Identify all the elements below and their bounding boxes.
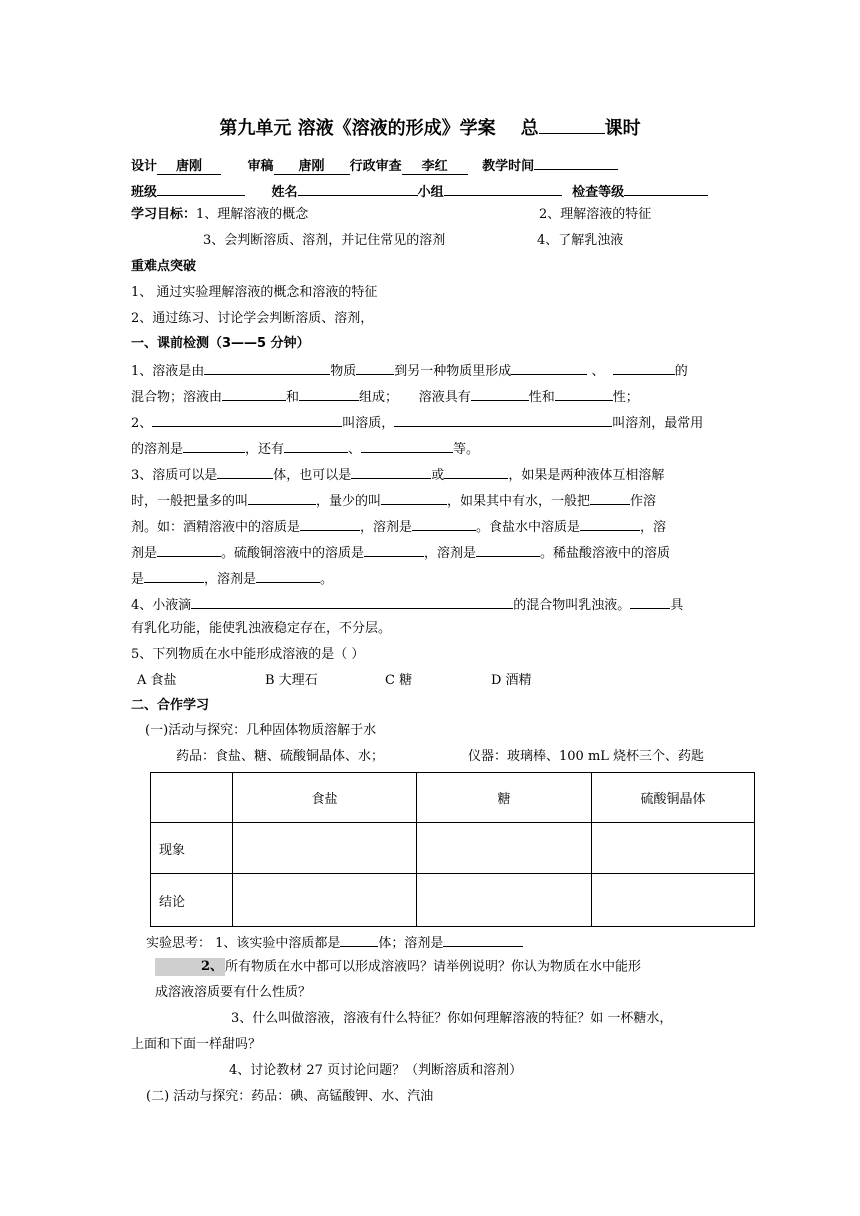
drugs-instr xyxy=(176,748,705,766)
table-row xyxy=(151,823,755,874)
table-cell[interactable] xyxy=(592,874,755,927)
activity-2: (二) 活动与探究：药品：碘、高锰酸钾、水、汽油 xyxy=(146,1089,434,1104)
instruments: 仪器：玻璃棒、100 mL 烧杯三个、药匙 xyxy=(468,749,705,764)
think-4: 4、讨论教材 27 页讨论问题？（判断溶质和溶剂） xyxy=(229,1063,523,1078)
goals-label: 学习目标： xyxy=(131,207,197,222)
table-cell[interactable] xyxy=(417,823,592,874)
goal-4: 4、了解乳浊液 xyxy=(537,233,624,248)
admin-label: 行政审查 xyxy=(349,159,402,174)
q3-line-5: 是 ，溶剂是 。 xyxy=(131,568,333,589)
table-header-cell: 食盐 xyxy=(233,773,417,823)
title-text: 第九单元 溶液《溶液的形成》学案 xyxy=(219,118,496,139)
think-2-line-2: 成溶液溶质要有什么性质？ xyxy=(155,985,312,1000)
admin-value: 李红 xyxy=(402,158,468,175)
title-total: 总 xyxy=(520,118,539,139)
table-row-label: 结论 xyxy=(151,874,233,927)
time-blank[interactable] xyxy=(534,155,618,170)
group-blank[interactable] xyxy=(444,181,562,196)
key-heading: 重难点突破 xyxy=(131,259,197,274)
table-cell[interactable] xyxy=(592,823,755,874)
q5-options xyxy=(137,672,532,690)
q2-line-2: 的溶剂是 ，还有 、 等。 xyxy=(131,438,479,459)
group-label: 小组 xyxy=(417,185,444,200)
option-d[interactable]: D 酒精 xyxy=(491,673,532,688)
activity-1: (一)活动与探究：几种固体物质溶解于水 xyxy=(145,723,377,738)
think-3-line-2: 上面和下面一样甜吗？ xyxy=(131,1037,262,1052)
option-c[interactable]: C 糖 xyxy=(385,673,413,688)
q1-line-1: 1、溶液是由 物质 到另一种物质里形成 、 的 xyxy=(131,360,688,381)
highlight-box: 2、 xyxy=(155,958,225,976)
pre-heading: 一、课前检测（3——5 分钟） xyxy=(131,336,310,351)
q4-line-2: 有乳化功能，能使乳浊液稳定存在，不分层。 xyxy=(131,621,392,636)
experiment-table xyxy=(150,772,755,927)
design-value: 唐刚 xyxy=(157,158,221,175)
think-1: 实验思考： 1、该实验中溶质都是 体；溶剂是 xyxy=(146,932,523,953)
table-row-label: 现象 xyxy=(151,823,233,874)
think-3-line-1: 3、什么叫做溶液，溶液有什么特征？你如何理解溶液的特征？如 一杯糖水， xyxy=(231,1011,673,1026)
goals-row-1 xyxy=(131,206,652,224)
class-label: 班级 xyxy=(131,185,158,200)
q3-line-1: 3、溶质可以是 体，也可以是 或 ，如果是两种液体互相溶解 xyxy=(131,464,664,485)
blank[interactable] xyxy=(539,119,605,134)
title-unit: 课时 xyxy=(604,118,641,139)
grade-label: 检查等级 xyxy=(572,185,625,200)
key-1: 1、 通过实验理解溶液的概念和溶液的特征 xyxy=(131,285,378,300)
header-row-2 xyxy=(131,181,708,202)
class-blank[interactable] xyxy=(157,181,245,196)
option-a[interactable]: A 食盐 xyxy=(137,673,177,688)
table-header-cell xyxy=(151,773,233,823)
goal-1: 1、理解溶液的概念 xyxy=(196,207,309,222)
table-header-row xyxy=(151,773,755,823)
time-label: 教学时间 xyxy=(482,159,535,174)
header-row-1 xyxy=(131,155,618,176)
q3-line-3: 剂。如：酒精溶液中的溶质是 ，溶剂是 。食盐水中溶质是 ，溶 xyxy=(131,516,666,537)
goal-3: 3、会判断溶质、溶剂，并记住常见的溶剂 xyxy=(203,233,446,248)
review-value: 唐刚 xyxy=(274,158,350,175)
q4-line-1: 4、小液滴 的混合物叫乳浊液。 具 xyxy=(131,594,683,615)
review-label: 审稿 xyxy=(247,159,274,174)
name-label: 姓名 xyxy=(271,185,298,200)
table-header-cell: 硫酸铜晶体 xyxy=(592,773,755,823)
table-cell[interactable] xyxy=(417,874,592,927)
table-cell[interactable] xyxy=(233,823,417,874)
table-header-cell: 糖 xyxy=(417,773,592,823)
q5: 5、下列物质在水中能形成溶液的是（ ） xyxy=(131,647,365,662)
option-b[interactable]: B 大理石 xyxy=(265,673,318,688)
table-row xyxy=(151,874,755,927)
goals-row-2 xyxy=(203,232,624,250)
design-label: 设计 xyxy=(131,159,158,174)
q3-line-2: 时，一般把量多的叫 ，量少的叫 ，如果其中有水，一般把 作溶 xyxy=(131,490,656,511)
think-2-line-1: 2、 所有物质在水中都可以形成溶液吗？请举例说明？你认为物质在水中能形 xyxy=(155,958,641,977)
coop-heading: 二、合作学习 xyxy=(131,698,210,713)
q3-line-4: 剂是 。硫酸铜溶液中的溶质是 ，溶剂是 。稀盐酸溶液中的溶质 xyxy=(131,542,670,563)
drugs: 药品：食盐、糖、硫酸铜晶体、水； xyxy=(176,749,385,764)
key-2: 2、通过练习、讨论学会判断溶质、溶剂， xyxy=(131,311,374,326)
grade-blank[interactable] xyxy=(624,181,708,196)
goal-2: 2、理解溶液的特征 xyxy=(539,207,652,222)
table-cell[interactable] xyxy=(233,874,417,927)
q1-line-2: 混合物；溶液由 和 组成； 溶液具有 性和 性； xyxy=(131,386,639,407)
q2-line-1: 2、 叫溶质， 叫溶剂，最常用 xyxy=(131,412,703,433)
name-blank[interactable] xyxy=(298,181,418,196)
page-title xyxy=(0,114,860,140)
